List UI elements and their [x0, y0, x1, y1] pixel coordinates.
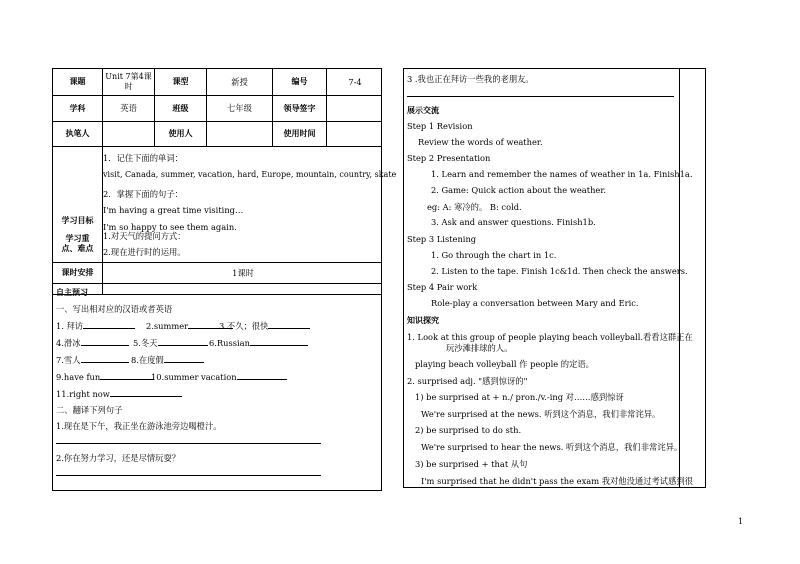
- label-number: 编号: [273, 69, 327, 95]
- row-subject: [53, 96, 381, 122]
- leader-signature-value: [327, 96, 383, 121]
- label-type: 课型: [155, 69, 207, 95]
- knowledge-2-e: 3) be surprised + that 从句: [415, 459, 528, 469]
- label-user: 使用人: [155, 122, 207, 146]
- knowledge-2-a: 1) be surprised at + n./ pron./v.-ing 对……感到惊讶: [415, 392, 624, 402]
- answer-line-2: [56, 475, 321, 476]
- goals-line-2: visit, Canada, summer, vacation, hard, Europe, mountain, country, skate: [103, 170, 397, 179]
- goals-line-1: 1．记住下面的单词：: [103, 153, 183, 163]
- step-2-b: 2. Game: Quick action about the weather.: [431, 185, 607, 195]
- left-lesson-table: [52, 68, 397, 491]
- key-points-line-2: 2.现在进行时的运用。: [103, 247, 186, 257]
- label-key-points-line2: 点、难点: [61, 244, 94, 253]
- label-subject: 学科: [53, 96, 103, 121]
- row-topic: [53, 69, 381, 96]
- right-lesson-panel: [403, 68, 706, 488]
- preview-item-6: 6.Russian: [209, 337, 308, 348]
- step-3-b: 2. Listen to the tape. Finish 1c&1d. Then check the answers.: [431, 266, 688, 276]
- explore-title: 知识探究: [407, 316, 439, 325]
- preview-section-1: 一、写出相对应的汉语或者英语: [56, 304, 173, 314]
- step-2-a: 1. Learn and remember the names of weather in 1a. Finish1a.: [431, 169, 693, 179]
- row-key-points: [53, 226, 381, 263]
- knowledge-2: 2. surprised adj. "感到惊讶的": [407, 376, 528, 386]
- schedule-value: 1课时: [232, 267, 254, 278]
- goals-line-3: 2．掌握下面的句子：: [103, 189, 183, 199]
- knowledge-1-c: playing beach volleyball 作 people 的定语。: [415, 359, 594, 369]
- step-2: Step 2 Presentation: [407, 153, 491, 163]
- step-2-c: eg: A: 寒冷的。 B: cold.: [427, 202, 522, 212]
- knowledge-2-f: I'm surprised that he didn't pass the exam 我对他没通过考试感到很: [421, 476, 693, 486]
- subject-value: 英语: [103, 96, 155, 121]
- step-2-d: 3. Ask and answer questions. Finish1b.: [431, 217, 596, 227]
- step-1: Step 1 Revision: [407, 121, 473, 131]
- translate-2: 2.你在努力学习，还是尽情玩耍？: [56, 453, 181, 463]
- label-topic: 课题: [53, 69, 103, 95]
- label-key-points: [53, 226, 103, 262]
- margin-divider: [679, 69, 680, 487]
- grade-value: 七年级: [207, 96, 273, 121]
- preview-item-5: 5.冬天: [133, 337, 208, 349]
- knowledge-1-b: 玩沙滩排球的人。: [446, 343, 513, 353]
- step-3-a: 1. Go through the chart in 1c.: [431, 250, 557, 260]
- number-value: 7-4: [348, 76, 362, 87]
- show-title: 展示交流: [407, 106, 439, 115]
- topic-value: Unit 7第4课时: [103, 69, 155, 95]
- step-3: Step 3 Listening: [407, 234, 477, 244]
- translate-3: 3 .我也正在拜访一些我的老朋友。: [407, 74, 534, 84]
- knowledge-2-c: 2) be surprised to do sth.: [415, 425, 522, 435]
- label-key-points-line1: 学习重: [65, 234, 90, 243]
- preview-title: 自主预习: [56, 288, 88, 297]
- step-4: Step 4 Pair work: [407, 282, 478, 292]
- knowledge-1: 1. Look at this group of people playing beach volleyball.看看这群正在: [407, 332, 693, 342]
- goals-line-4: I'm having a great time visiting…: [103, 205, 244, 215]
- answer-line-3: [407, 96, 674, 97]
- preview-item-4: 4.滑冰: [56, 337, 129, 349]
- step-1-a: Review the words of weather.: [418, 137, 543, 147]
- label-use-time: 使用时间: [273, 122, 327, 146]
- row-writer: [53, 122, 381, 147]
- page-number: 1: [738, 517, 744, 526]
- label-schedule: 课时安排: [53, 263, 103, 283]
- type-value: 新授: [207, 69, 273, 95]
- key-points-line-1: 1.对天气的提问方式：: [103, 231, 186, 241]
- preview-item-3: 3.不久；很快: [219, 320, 310, 332]
- label-leader-signature: 领导签字: [273, 96, 327, 121]
- step-4-a: Role-play a conversation between Mary and Eric.: [431, 298, 639, 308]
- label-writer: 执笔人: [53, 122, 103, 146]
- translate-1: 1.现在是下午，我正坐在游泳池旁边喝橙汁。: [56, 421, 222, 431]
- knowledge-2-d: We're surprised to hear the news. 听到这个消息，我们非常诧异。: [421, 442, 683, 452]
- preview-item-1: 1. 拜访: [56, 320, 135, 332]
- preview-item-11: 11.right now: [56, 388, 182, 399]
- label-goals: 学习目标: [53, 147, 103, 294]
- preview-section-2: 二、翻译下列句子: [56, 405, 123, 415]
- preview-item-7: 7.雪人: [56, 354, 129, 366]
- preview-item-10: 10.summer vacation: [151, 371, 287, 382]
- row-schedule: [53, 263, 381, 284]
- goals-line-5: I'm so happy to see them again.: [103, 222, 237, 232]
- writer-value: [103, 122, 155, 146]
- label-grade: 班级: [155, 96, 207, 121]
- knowledge-2-b: We're surprised at the news. 听到这个消息，我们非常诧异。: [421, 409, 661, 419]
- preview-item-2: 2.summer: [146, 320, 233, 331]
- preview-item-8: 8.在度假: [131, 354, 204, 366]
- preview-item-9: 9.have fun: [56, 371, 154, 382]
- user-value: [207, 122, 273, 146]
- use-time-value: [327, 122, 383, 146]
- answer-line-1: [56, 443, 321, 444]
